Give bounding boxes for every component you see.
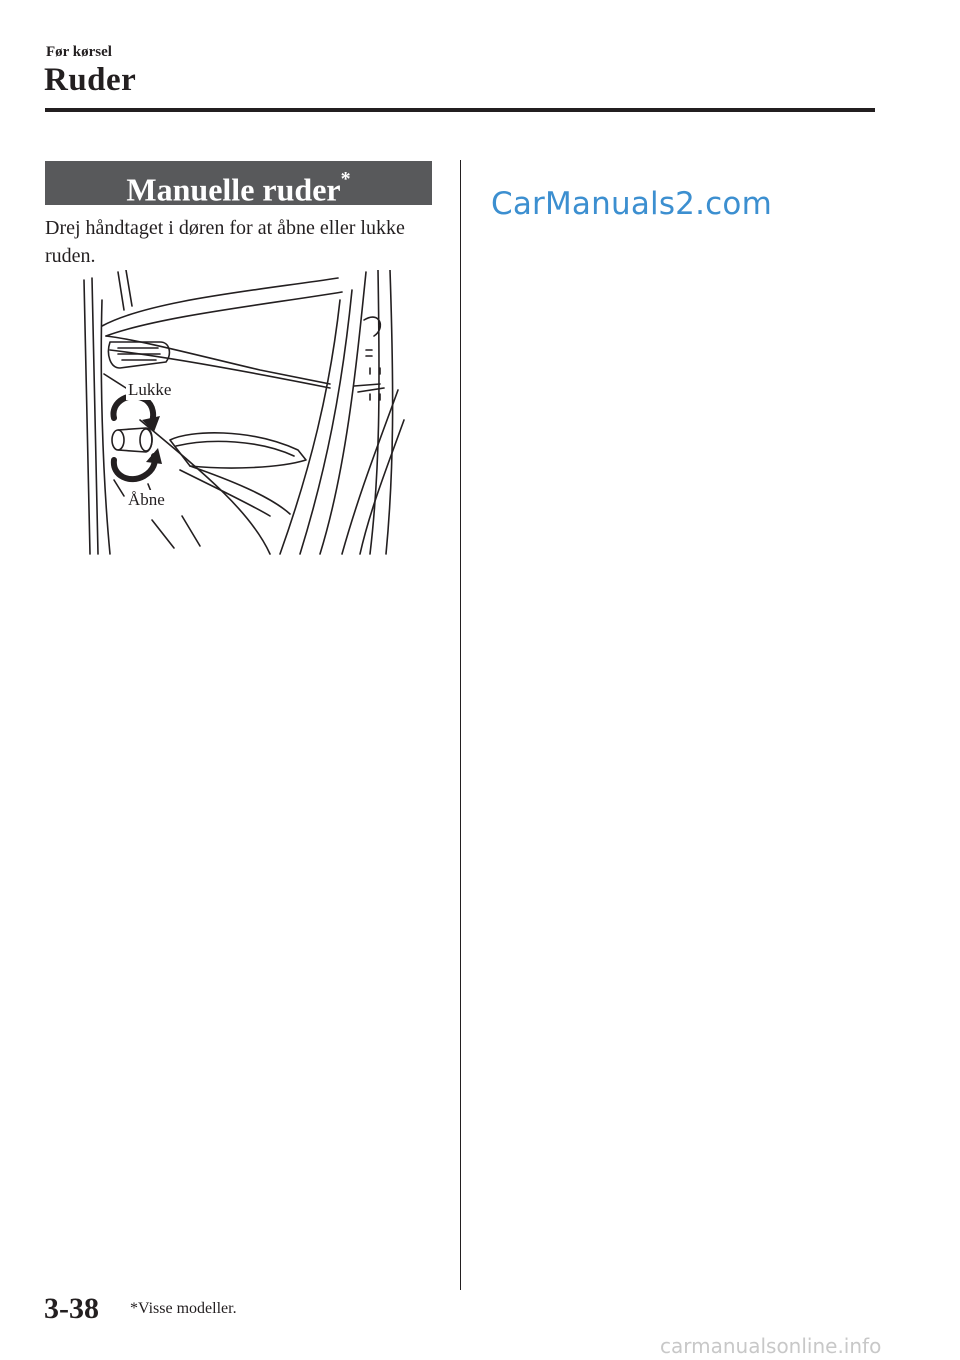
door-window-crank-illustration: [80, 270, 405, 555]
page-title: Ruder: [44, 62, 137, 98]
close-label: Lukke: [128, 380, 172, 399]
footer-site-mark: carmanualsonline.info: [660, 1334, 882, 1358]
page-number: 3-38: [44, 1292, 99, 1325]
section-heading-text: Manuelle ruder: [126, 171, 341, 208]
footnote-marker: *: [340, 168, 351, 190]
instruction-paragraph: Drej håndtaget i døren for at åbne eller lukke ruden.: [45, 217, 405, 267]
column-divider: [460, 160, 461, 1290]
footnote: *Visse modeller.: [130, 1300, 237, 1317]
title-rule: [45, 108, 875, 112]
watermark-logo: CarManuals2.com: [491, 186, 772, 222]
section-label: Før kørsel: [46, 44, 112, 60]
open-label: Åbne: [128, 490, 165, 509]
section-heading: [45, 161, 432, 208]
